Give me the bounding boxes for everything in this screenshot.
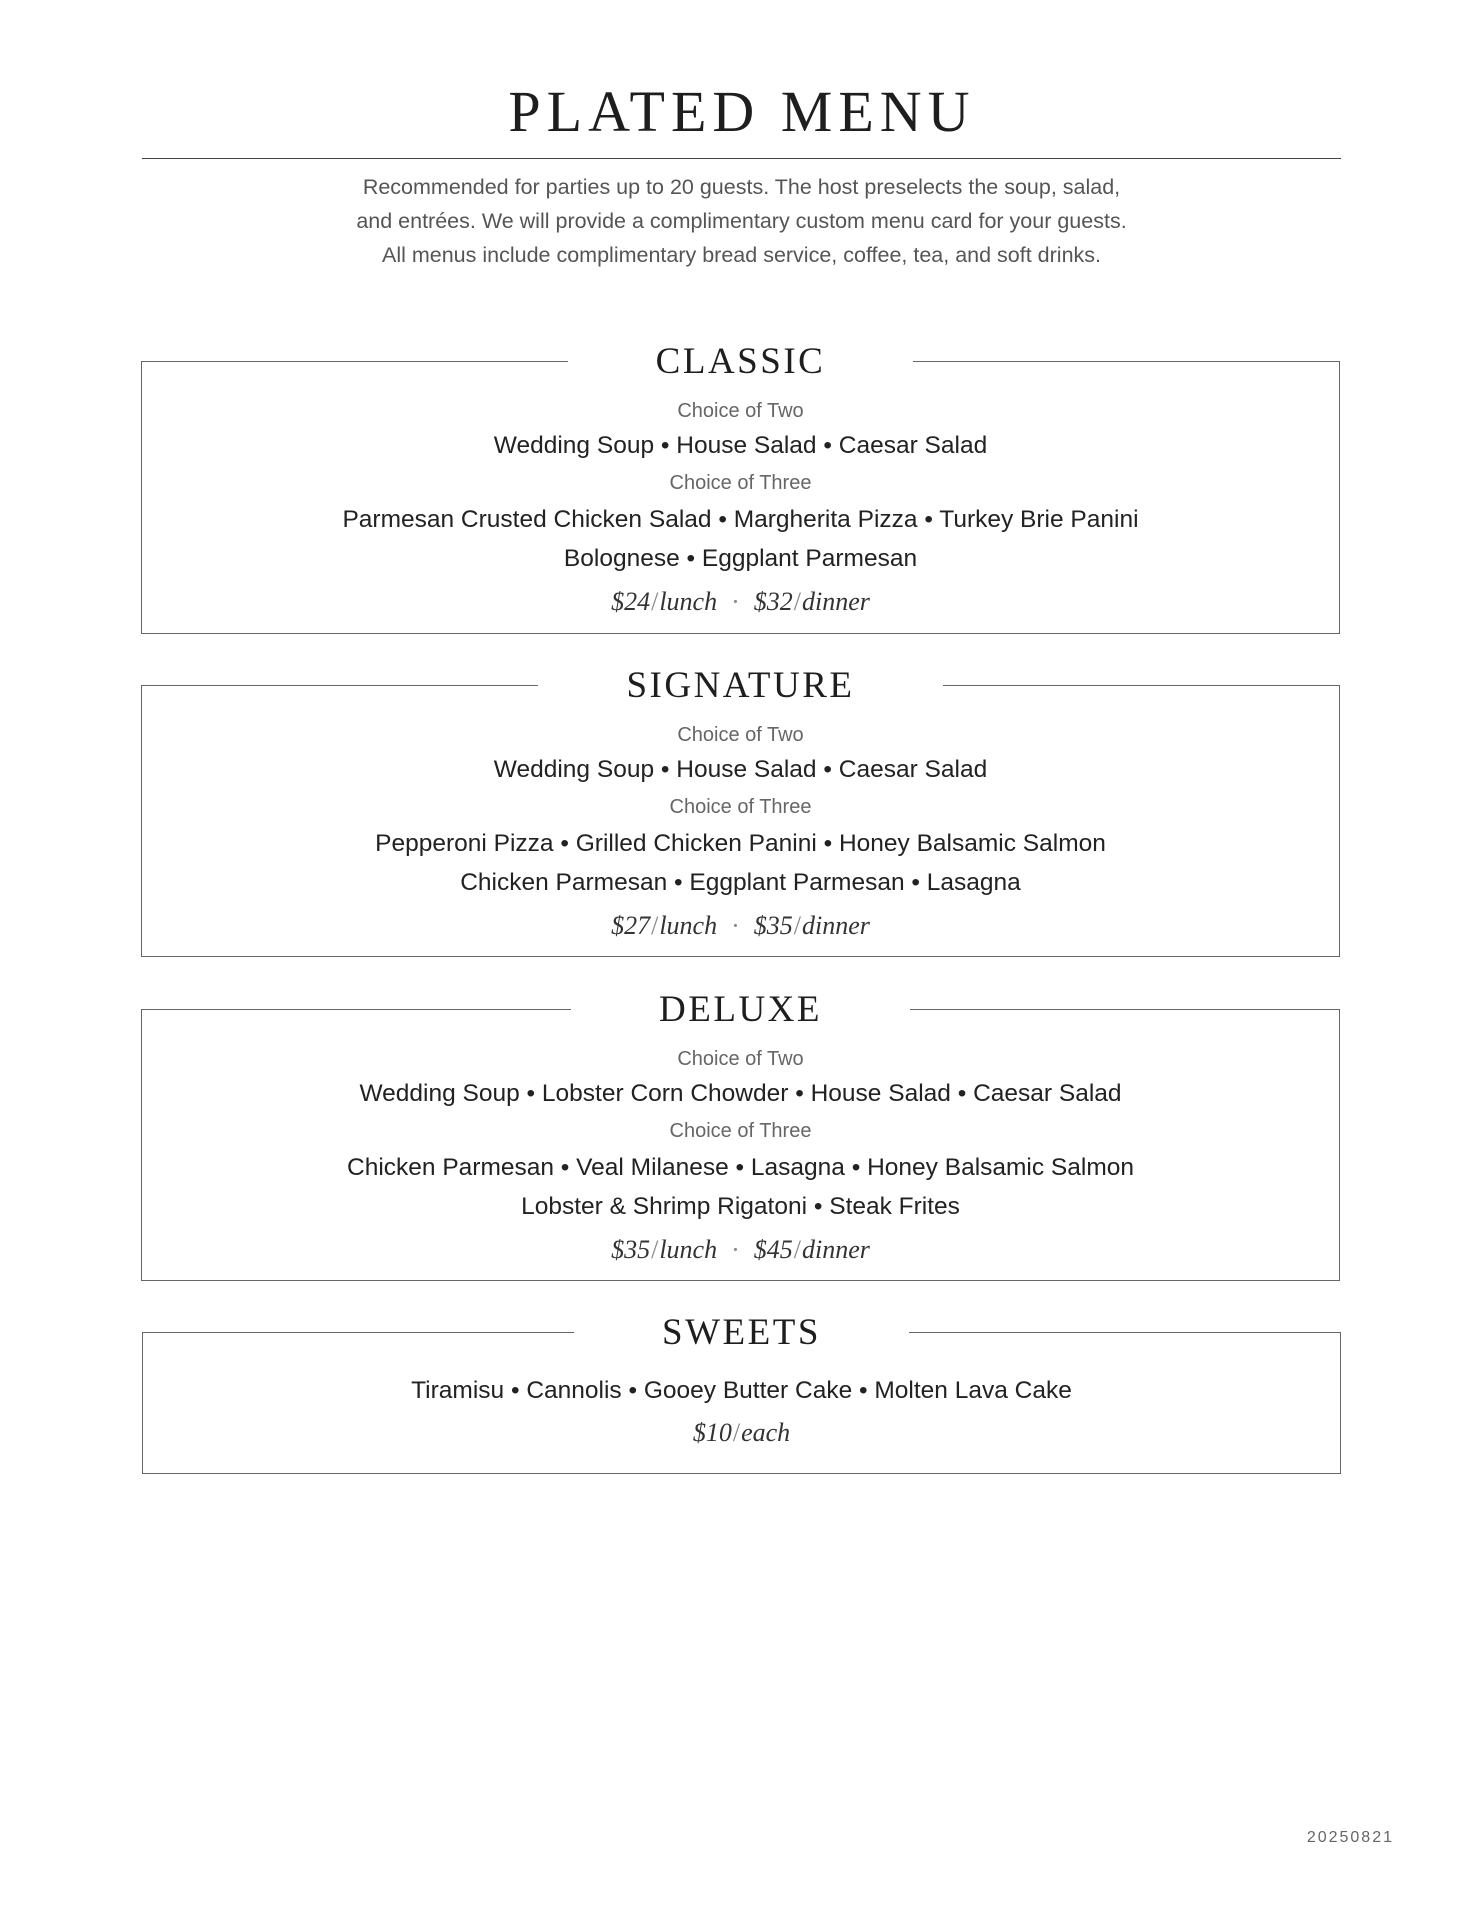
price-separator: / — [651, 911, 659, 940]
choice-two-items: Wedding Soup • House Salad • Caesar Salad — [493, 432, 988, 459]
choice-three-line: Pepperoni Pizza • Grilled Chicken Panini • Honey Balsamic Salmon — [375, 830, 1106, 857]
price-lunch: $35 — [611, 1235, 651, 1264]
section-title: SWEETS — [574, 1307, 909, 1359]
choice-two-label: Choice of Two — [677, 400, 804, 422]
page-title: PLATED MENU — [508, 79, 976, 144]
price-lunch: $24 — [611, 587, 651, 616]
price-divider-dot: · — [724, 587, 747, 616]
menu-section-classic — [141, 341, 1340, 634]
section-price — [142, 1230, 1339, 1270]
choice-three-line: Parmesan Crusted Chicken Salad • Margherita Pizza • Turkey Brie Panini — [342, 506, 1139, 533]
menu-section-sweets — [142, 1312, 1341, 1474]
sweets-items: Tiramisu • Cannolis • Gooey Butter Cake • Molten Lava Cake — [411, 1377, 1072, 1404]
choice-three-label: Choice of Three — [669, 796, 812, 818]
section-title: SIGNATURE — [538, 660, 942, 712]
section-price — [142, 582, 1339, 622]
choice-three-line: Chicken Parmesan • Eggplant Parmesan • Lasagna — [460, 869, 1021, 896]
dinner-label: dinner — [802, 1235, 870, 1264]
menu-section-signature — [141, 665, 1340, 957]
footer-code: 20250821 — [1306, 1829, 1394, 1846]
choice-three-items — [142, 824, 1339, 902]
price-lunch: $27 — [611, 911, 651, 940]
price-dinner: $32 — [753, 587, 793, 616]
intro-line: All menus include complimentary bread service, coffee, tea, and soft drinks. — [381, 243, 1101, 267]
choice-three-label: Choice of Three — [669, 1120, 812, 1142]
choice-three-items — [142, 500, 1339, 578]
intro-line: and entrées. We will provide a complimentary custom menu card for your guests. — [356, 209, 1127, 233]
each-label: each — [741, 1418, 791, 1447]
intro-text — [142, 170, 1341, 272]
dinner-label: dinner — [802, 911, 870, 940]
menu-section-deluxe — [141, 989, 1340, 1281]
price-separator: / — [651, 587, 659, 616]
title-divider — [142, 158, 1341, 159]
lunch-label: lunch — [659, 1235, 718, 1264]
choice-three-line: Lobster & Shrimp Rigatoni • Steak Frites — [521, 1193, 960, 1220]
sweets-price — [143, 1413, 1340, 1453]
section-price — [142, 906, 1339, 946]
price-dinner: $45 — [753, 1235, 793, 1264]
section-title: DELUXE — [571, 984, 910, 1036]
price-divider-dot: · — [724, 1235, 747, 1264]
price-each: $10 — [692, 1418, 732, 1447]
choice-two-label: Choice of Two — [677, 1048, 804, 1070]
choice-two-items: Wedding Soup • Lobster Corn Chowder • House Salad • Caesar Salad — [359, 1080, 1122, 1107]
choice-three-line: Chicken Parmesan • Veal Milanese • Lasagna • Honey Balsamic Salmon — [347, 1154, 1134, 1181]
choice-two-label: Choice of Two — [677, 724, 804, 746]
price-dinner: $35 — [753, 911, 793, 940]
choice-two-items: Wedding Soup • House Salad • Caesar Salad — [493, 756, 988, 783]
lunch-label: lunch — [659, 587, 718, 616]
dinner-label: dinner — [802, 587, 870, 616]
section-title: CLASSIC — [568, 336, 914, 388]
choice-three-label: Choice of Three — [669, 472, 812, 494]
intro-line: Recommended for parties up to 20 guests. The host preselects the soup, salad, — [362, 175, 1121, 199]
choice-three-items — [142, 1148, 1339, 1226]
price-separator: / — [793, 911, 801, 940]
choice-three-line: Bolognese • Eggplant Parmesan — [563, 545, 918, 572]
price-separator: / — [732, 1418, 741, 1447]
lunch-label: lunch — [659, 911, 718, 940]
price-separator: / — [793, 1235, 801, 1264]
price-separator: / — [793, 587, 801, 616]
price-divider-dot: · — [724, 911, 747, 940]
price-separator: / — [651, 1235, 659, 1264]
